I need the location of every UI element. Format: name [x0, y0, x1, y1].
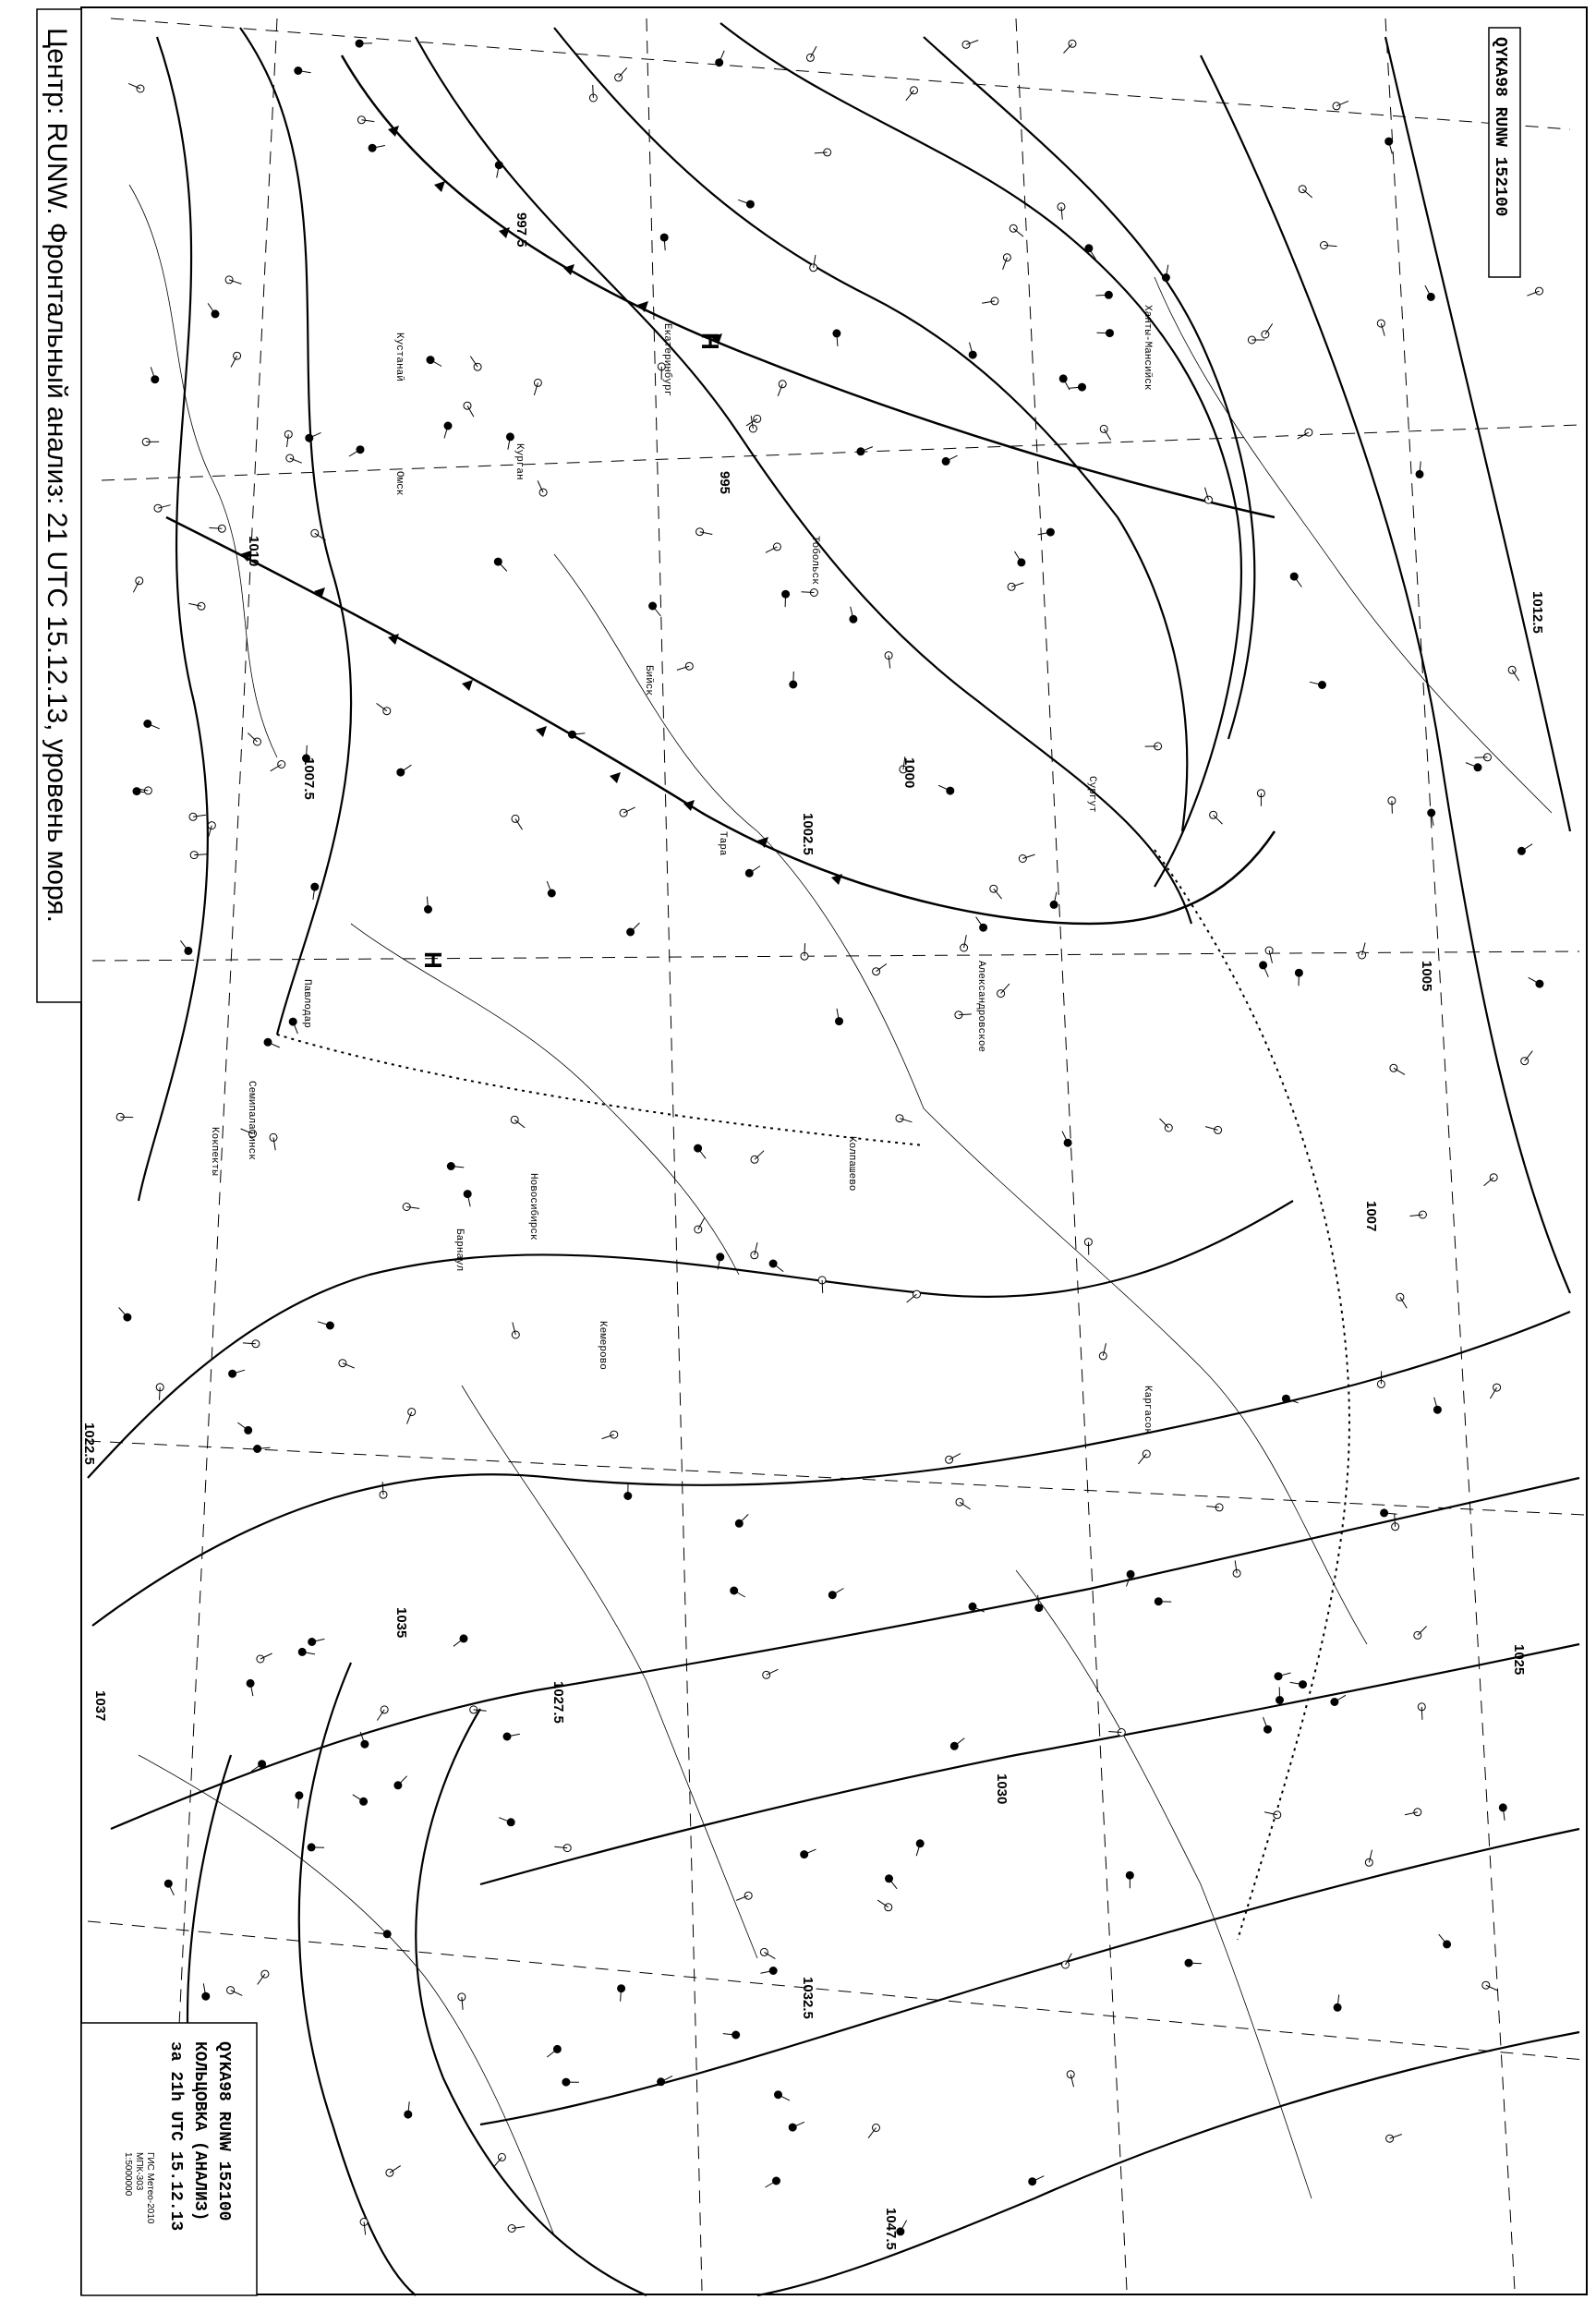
station-name: Семипалатинск [246, 1081, 257, 1160]
wind-barb [1095, 295, 1108, 296]
isobar-label: 1025 [1511, 1644, 1527, 1676]
isobar-label: 1047.5 [883, 2208, 899, 2250]
isobar-label: 1002.5 [800, 813, 816, 855]
wind-barb [619, 67, 627, 78]
wind-barb [906, 91, 914, 101]
station-name: Курган [514, 443, 525, 480]
wind-barb [1001, 984, 1010, 994]
isobar-label: 1032.5 [800, 1977, 816, 2019]
station-name: Ханты-Мансийск [1142, 305, 1153, 391]
wind-barb [1439, 1934, 1447, 1944]
legend-code: QYKA98 RUNW 152100 [214, 2041, 233, 2221]
code-top-label: QYKA98 RUNW 152100 [1491, 37, 1509, 217]
wind-barb [593, 85, 594, 98]
isobar-label: 1027.5 [550, 1681, 566, 1724]
wind-barb [1392, 801, 1393, 814]
isobar-label: 1005 [1419, 961, 1434, 992]
map-title: Центр: RUNW. Фронтальный анализ: 21 UTC 15.12.13, уровень моря. [42, 28, 72, 923]
station-name: Кемерово [597, 1321, 608, 1370]
station-name: Колпашево [846, 1136, 857, 1192]
station-name: Кокпекты [209, 1127, 220, 1176]
wind-barb [739, 1514, 748, 1523]
wind-barb [954, 1738, 964, 1747]
legend-scale: 1:5000000 [123, 2152, 133, 2197]
wind-barb [1138, 1454, 1146, 1464]
legend-software: ГИС Метео-2010 [145, 2152, 155, 2224]
grid-lines [88, 18, 1584, 2291]
wind-barb [498, 562, 507, 571]
wind-barb [653, 606, 661, 616]
wind-barb [1189, 1963, 1202, 1964]
isobar-label: 1000 [901, 757, 917, 789]
wind-barb [698, 1148, 707, 1158]
wind-barb [631, 923, 640, 932]
wind-barb [453, 1639, 464, 1646]
isobar-label: 1012.5 [1530, 591, 1545, 634]
wind-barb [1418, 1627, 1427, 1636]
isobar-label: 1037 [92, 1690, 108, 1722]
station-name: Екатеринбург [661, 323, 672, 397]
station-markers [116, 40, 1543, 2235]
wind-barb [889, 1879, 898, 1889]
wind-barb [160, 1387, 161, 1400]
isobar-label: 1010 [246, 536, 261, 567]
wind-barb [785, 594, 786, 607]
station-name: Сургут [1086, 776, 1097, 813]
wind-barb [868, 2128, 876, 2138]
wind-barb [1525, 1051, 1533, 1061]
isobar-label: 1007.5 [301, 757, 317, 800]
station-name: Барнаул [453, 1229, 465, 1272]
pressure-center-high: H [696, 333, 724, 350]
trough-line [277, 850, 1349, 1940]
isobar-label: 997.5 [514, 212, 529, 248]
legend-software-version: MПК-303 [134, 2152, 144, 2191]
geography-lines [129, 185, 1552, 2235]
station-name: Бийск [643, 665, 654, 696]
wind-barb [547, 2049, 557, 2057]
wind-barb [1484, 1178, 1494, 1186]
isobars [88, 23, 1579, 2295]
legend-time: за 21h UTC 15.12.13 [166, 2041, 185, 2232]
wind-barb [180, 940, 188, 950]
isobar-label: 1022.5 [81, 1422, 97, 1465]
station-name: Тара [717, 831, 728, 856]
wind-barb [1013, 228, 1023, 236]
wind-barb [1421, 1707, 1422, 1720]
wind-barb [907, 1294, 917, 1302]
wind-barb [822, 1280, 823, 1293]
wind-barb [994, 889, 1002, 899]
isobar-label: 1035 [393, 1607, 409, 1639]
station-name: Омск [393, 471, 405, 496]
station-name: Кустанай [393, 333, 405, 381]
isobar-label: 995 [717, 471, 732, 495]
wind-barb [1064, 43, 1073, 53]
station-name: Александровское [975, 961, 986, 1053]
station-names [209, 305, 1153, 1434]
wind-barb [804, 943, 805, 956]
wind-barb [1214, 815, 1223, 824]
wind-barb [248, 733, 257, 743]
legend-region: КОЛЬЦОВКА (АНАЛИЗ) [190, 2041, 209, 2221]
station-name: Тобольск [809, 536, 820, 585]
pressure-center-low: H [419, 951, 447, 969]
wind-barb [793, 672, 794, 684]
wind-barb [755, 1151, 764, 1160]
wind-barb [119, 1308, 127, 1318]
isobar-labels [81, 212, 1545, 2250]
station-name: Павлодар [301, 979, 312, 1028]
isobar-label: 1030 [994, 1773, 1010, 1805]
wind-barb [1302, 189, 1312, 198]
station-name: Каргасок [1142, 1386, 1153, 1434]
wind-barb [773, 1264, 783, 1272]
front-triangles [240, 126, 842, 885]
station-name: Новосибирск [527, 1173, 538, 1241]
wind-barb [494, 2157, 502, 2167]
isobar-label: 1007 [1363, 1201, 1379, 1232]
wind-barb [1160, 1119, 1169, 1128]
wind-barb [398, 1776, 407, 1786]
wind-barb [514, 1120, 525, 1128]
